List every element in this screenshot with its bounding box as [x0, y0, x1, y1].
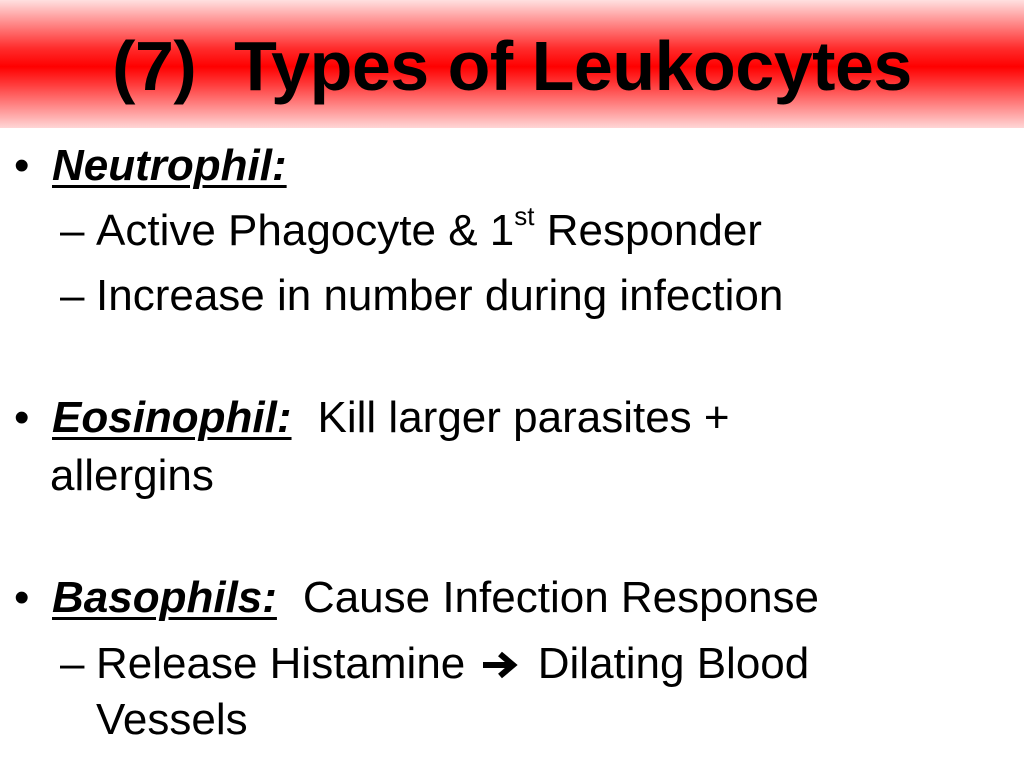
neutrophil-point-2: Increase in number during infection: [96, 271, 784, 320]
basophils-point-text: Release Histamine: [96, 639, 466, 688]
eosinophil-desc: Kill larger parasites +: [317, 393, 730, 442]
neutrophil-point-1-text-end: Responder: [534, 206, 762, 255]
eosinophil-line-1: [52, 392, 730, 444]
dash-neutrophil-2: –: [60, 271, 85, 320]
bullet-basophils: •: [14, 573, 30, 622]
basophils-desc: Cause Infection Response: [302, 573, 820, 622]
neutrophil-point-1-text: Active Phagocyte & 1: [96, 206, 515, 255]
basophils-line-1: [52, 572, 819, 624]
bullet-neutrophil: •: [14, 141, 30, 190]
dash-neutrophil-1: –: [60, 206, 85, 255]
bullet-eosinophil: •: [14, 393, 30, 442]
eosinophil-line-2: allergins: [50, 451, 214, 500]
neutrophil-point-1: [96, 201, 762, 257]
dash-basophils-1: –: [60, 639, 85, 688]
right-arrow-icon: [480, 650, 520, 680]
neutrophil-heading: [52, 140, 287, 192]
basophils-point-1-line-2: Vessels: [96, 695, 248, 744]
eosinophil-term: Eosinophil:: [52, 393, 292, 442]
slide-title: (7) Types of Leukocytes: [112, 27, 912, 105]
basophils-point-text-end: Dilating Blood: [537, 639, 810, 688]
basophils-point-1: [96, 638, 809, 690]
neutrophil-point-1-sup: st: [514, 201, 535, 232]
basophils-term: Basophils:: [52, 573, 277, 622]
neutrophil-term: Neutrophil:: [52, 141, 287, 190]
